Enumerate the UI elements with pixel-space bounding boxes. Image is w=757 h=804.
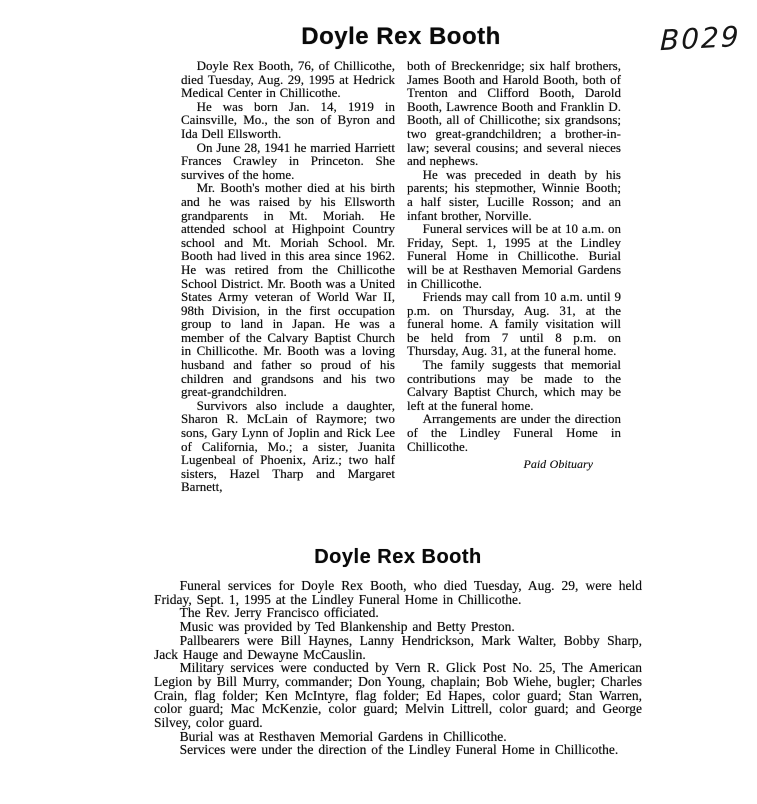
obituary-column-right xyxy=(407,59,621,494)
paragraph: Doyle Rex Booth, 76, of Chillicothe, died Tuesday, Aug. 29, 1995 at Hedrick Medical Center in Chillicothe. xyxy=(181,58,395,101)
paragraph: Survivors also include a daughter, Sharon R. McLain of Raymore; two sons, Gary Lynn of Joplin and Rick Lee of California, Mo.; a sister, Juanita Lugenbeal of Phoenix, Ariz.; two half sisters, Hazel Tharp and Margaret Barnett, xyxy=(181,397,395,495)
paragraph: The Rev. Jerry Francisco officiated. xyxy=(179,605,379,621)
obituary-columns xyxy=(181,59,621,494)
paragraph-continuation: both of Breckenridge; six half brothers, James Booth and Harold Booth, both of Trenton and Clifford Booth, Darold Booth, Lawrence Booth and Franklin D. Booth, all of Chillicothe; six grandsons; two great-grandchildren; a brother-in-law; several cousins; and several nieces and nephews. xyxy=(407,58,621,169)
paragraph: Services were under the direction of the Lindley Funeral Home in Chillicothe. xyxy=(179,742,619,758)
paragraph: Mr. Booth's mother died at his birth and he was raised by his Ellsworth grandparents in Mt. Moriah. He attended school at Highpoint Country school and Mt. Moriah School. Mr. Booth had lived in this area since 1962. He was retired from the Chillicothe School District. Mr. Booth was a United States Army veteran of World War II, 98th Division, in the first occupation group to land in Japan. He was a member of the Calvary Baptist Church in Chillicothe. Mr. Booth was a loving husband and father so proud of his children and grandsons and his two great-grandchildren. xyxy=(181,180,395,400)
paragraph: Funeral services for Doyle Rex Booth, who died Tuesday, Aug. 29, were held Friday, Sept. 1, 1995 at the Lindley Funeral Home in Chillicothe. xyxy=(154,578,642,607)
paragraph: Friends may call from 10 a.m. until 9 p.m. on Thursday, Aug. 31, at the funeral home. A family visitation will be held from 7 until 8 p.m. on Thursday, Aug. 31, at the funeral home. xyxy=(407,289,621,359)
paragraph: Arrangements are under the direction of the Lindley Funeral Home in Chillicothe. xyxy=(407,411,621,454)
paragraph: On June 28, 1941 he married Harriett Frances Crawley in Princeton. She survives of the home. xyxy=(181,139,395,182)
paragraph: Burial was at Resthaven Memorial Gardens in Chillicothe. xyxy=(179,728,507,744)
funeral-notice-headline: Doyle Rex Booth xyxy=(314,546,482,568)
handwritten-code: B029 xyxy=(659,19,741,58)
paragraph: He was born Jan. 14, 1919 in Cainsville, Mo., the son of Byron and Ida Dell Ellsworth. xyxy=(181,98,395,141)
paragraph: He was preceded in death by his parents; his stepmother, Winnie Booth; a half sister, Lucille Rosson; and an infant brother, Norville. xyxy=(407,166,621,223)
funeral-notice-clipping xyxy=(154,546,642,757)
obituary-clipping xyxy=(181,24,621,494)
obituary-column-left xyxy=(181,59,395,494)
paragraph: The family suggests that memorial contributions may be made to the Calvary Baptist Church, which may be left at the funeral home. xyxy=(407,357,621,413)
paragraph: Music was provided by Ted Blankenship and Betty Preston. xyxy=(179,619,515,635)
obituary-headline: Doyle Rex Booth xyxy=(301,23,501,50)
paragraph: Funeral services will be at 10 a.m. on Friday, Sept. 1, 1995 at the Lindley Funeral Home in Chillicothe. Burial will be at Resthaven Memorial Gardens in Chillicothe. xyxy=(407,221,621,291)
paragraph: Military services were conducted by Vern R. Glick Post No. 25, The American Legion by Bill Murry, commander; Don Young, chaplain; Bob Wiehe, bugler; Charles Crain, flag folder; Ken McIntyre, flag folder; Ed Hapes, color guard; Stan Warren, color guard; Mac McKenzie, color guard; Melvin Littrell, color guard; and George Silvey, color guard. xyxy=(154,660,642,731)
funeral-notice-body xyxy=(154,579,642,757)
paragraph: Pallbearers were Bill Haynes, Lanny Hendrickson, Mark Walter, Bobby Sharp, Jack Hauge and Dewayne McCauslin. xyxy=(154,632,642,662)
paid-obituary-byline: Paid Obituary xyxy=(523,457,593,472)
